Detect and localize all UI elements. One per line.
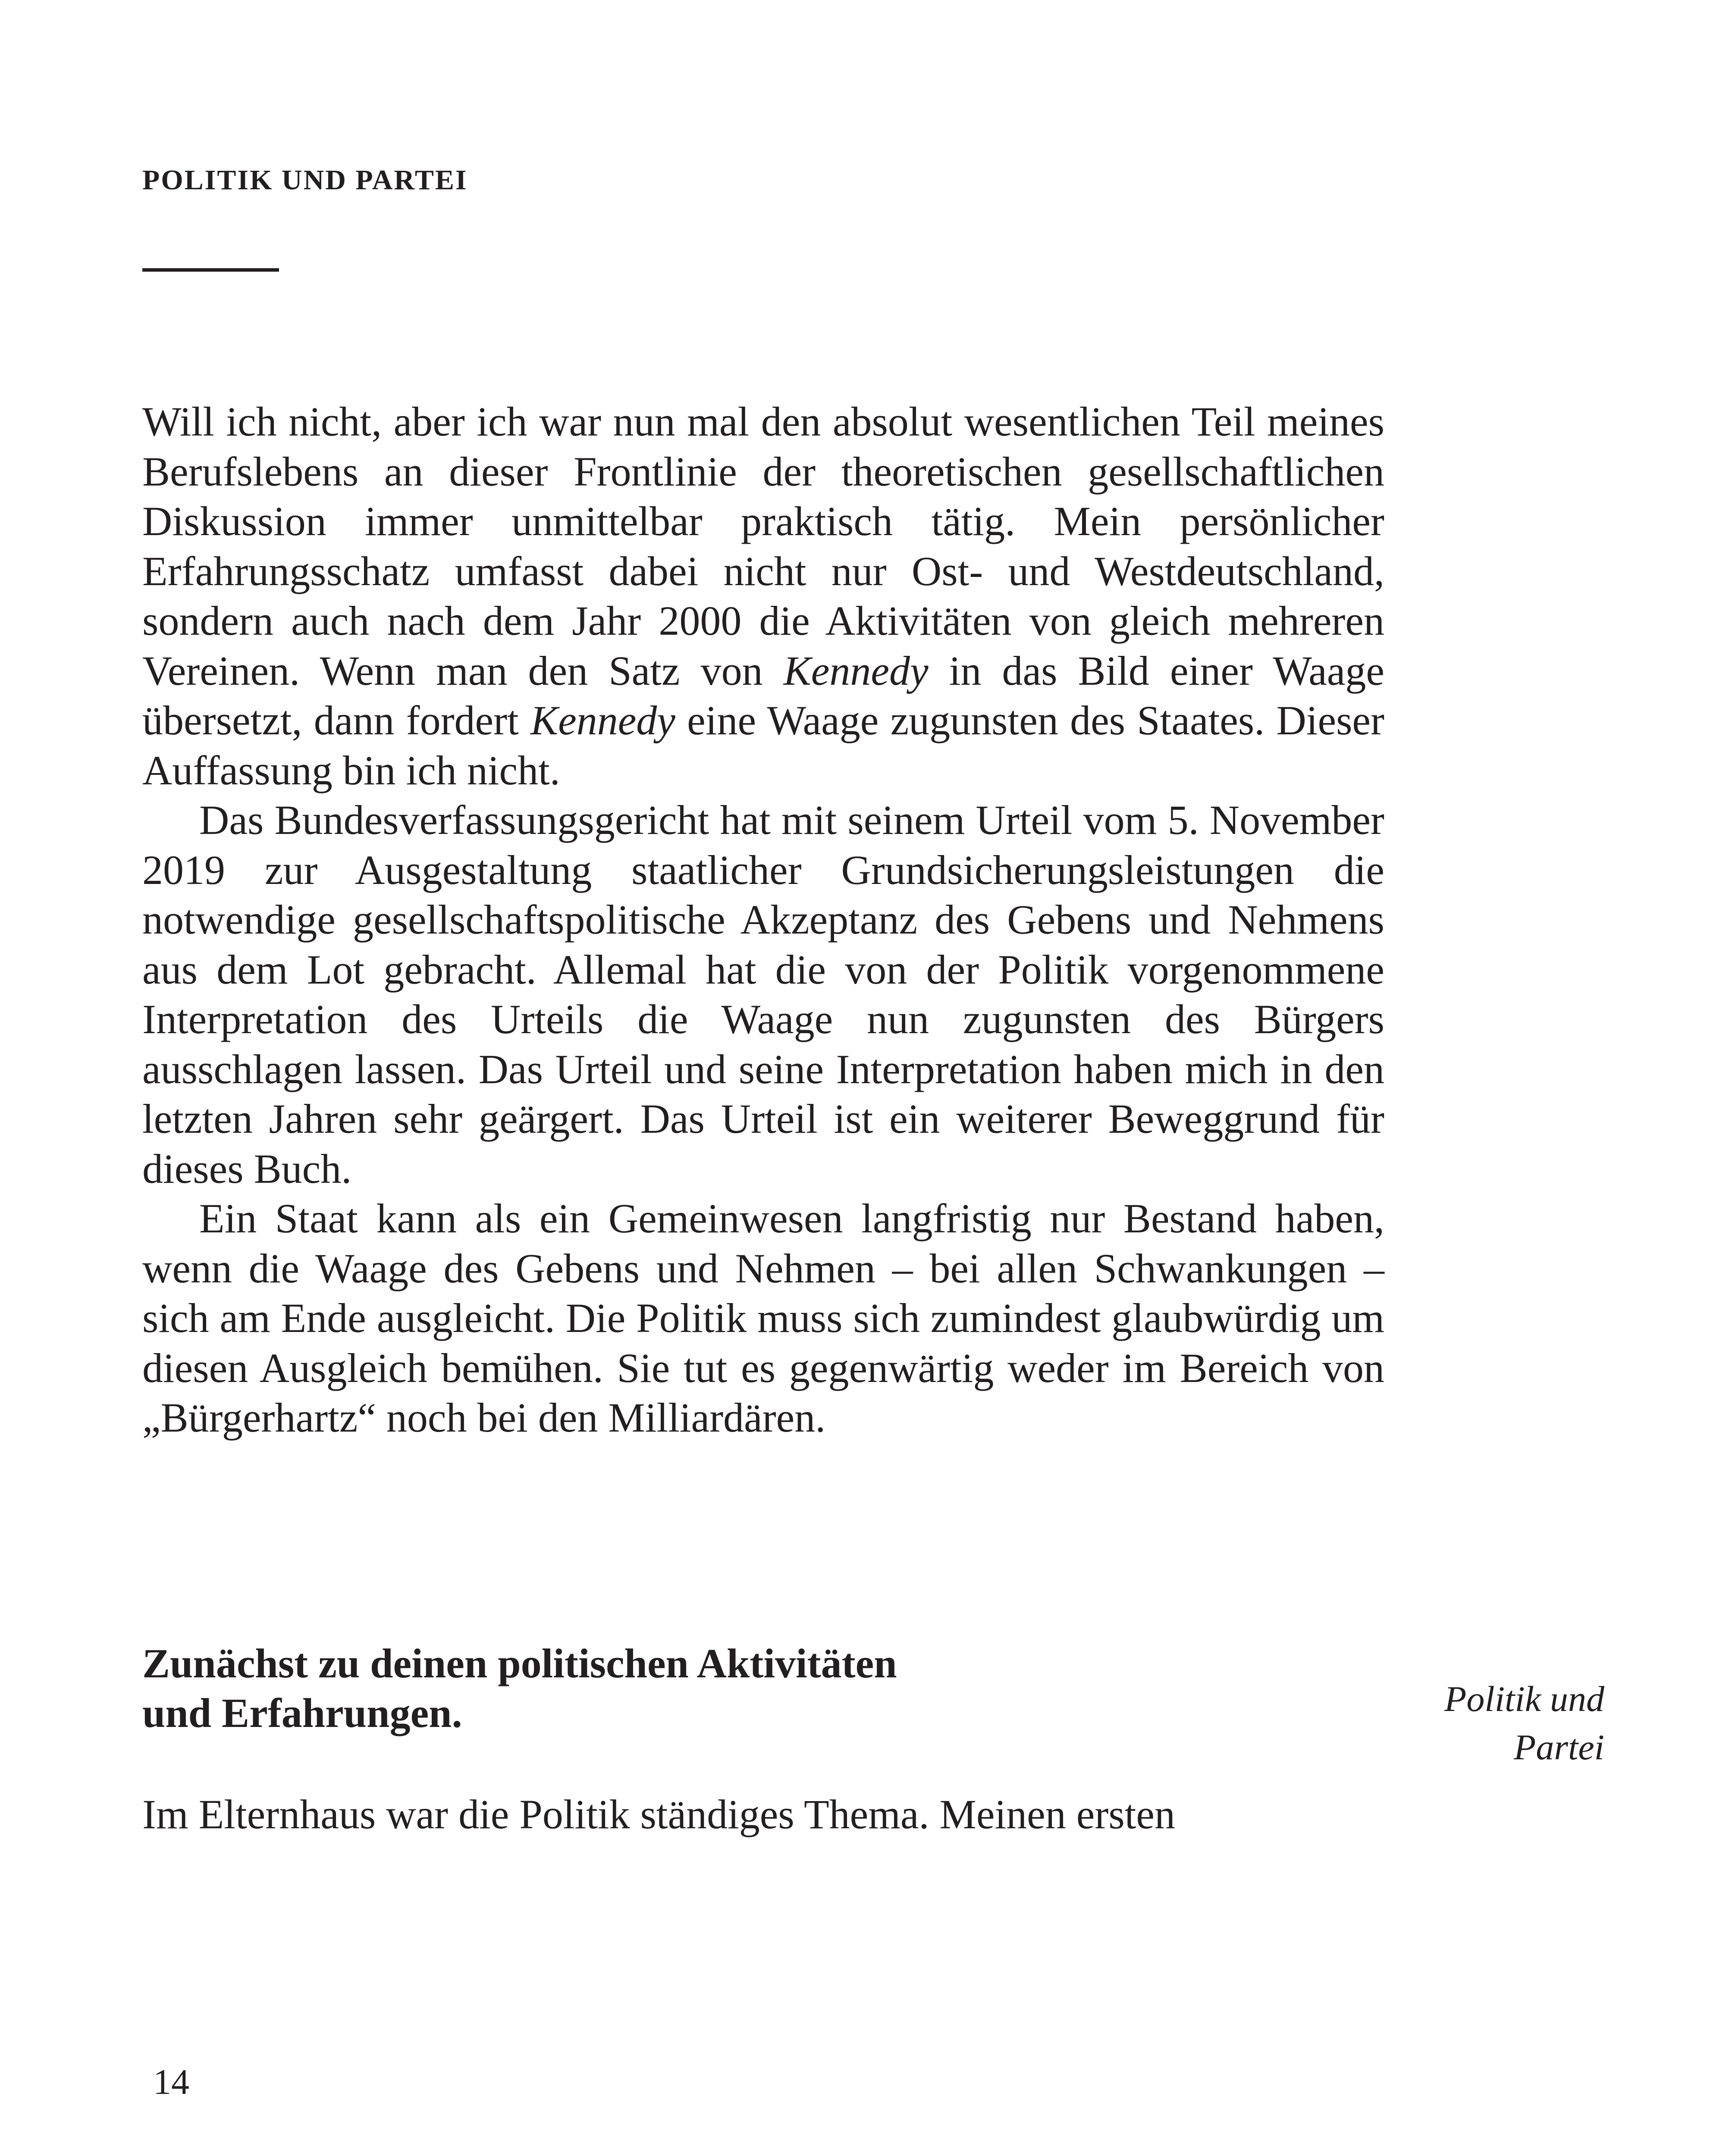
interview-question: [142, 1639, 1307, 1738]
answer-text: Im Elternhaus war die Politik ständiges Thema. Meinen ersten: [142, 1791, 1175, 1837]
head-rule: [142, 268, 279, 272]
paragraph-1-run: eine Waage zugunsten des Staates. Dieser Auffassung bin ich nicht.: [142, 697, 1384, 793]
paragraph-2: [142, 795, 1384, 1194]
paragraph-3: [142, 1194, 1384, 1443]
question-line-1: Zunächst zu deinen politischen Aktivitäten: [142, 1640, 897, 1686]
margin-note: [1402, 1675, 1604, 1772]
running-head: POLITIK UND PARTEI: [142, 164, 468, 196]
paragraph-3-run: Ein Staat kann als ein Gemeinwesen langfristig nur Bestand haben, wenn die Waage des Gebens und Nehmen – bei allen Schwankungen – sich am Ende ausgleicht. Die Politik muss sich zumindest glaubwürdig um diesen Ausgleich bemühen. Sie tut es gegenwärtig weder im Bereich von „Bürgerhartz“ noch bei den Milliardären.: [142, 1195, 1384, 1441]
paragraph-2-run: Das Bundesverfassungsgericht hat mit seinem Urteil vom 5. November 2019 zur Ausgestaltung staatlicher Grundsicherungsleistungen die notwendige gesellschaftspolitische Akzeptanz des Gebens und Nehmens aus dem Lot gebracht. Allemal hat die von der Politik vorgenommene Interpretation des Urteils die Waage nun zugunsten des Bürgers ausschlagen lassen. Das Urteil und seine Interpretation haben mich in den letzten Jahren sehr geärgert. Das Urteil ist ein weiterer Beweggrund für dieses Buch.: [142, 797, 1384, 1192]
paragraph-1-run: in das Bild einer Waage übersetzt, dann fordert: [142, 647, 1385, 743]
page-number: 14: [153, 2062, 189, 2102]
paragraph-1-name-kennedy: Kennedy: [783, 647, 929, 694]
margin-note-line-2: Partei: [1514, 1727, 1604, 1767]
paragraph-1-run: Will ich nicht, aber ich war nun mal den absolut wesentlichen Teil meines Berufslebens an dieser Frontlinie der theoretischen gesellschaftlichen Diskussion immer unmittelbar praktisch tätig. Mein persönlicher Erfahrungsschatz umfasst dabei nicht nur Ost- und Westdeutschland, sondern auch nach dem Jahr 2000 die Aktivitäten von gleich mehreren Vereinen. Wenn man den Satz von: [142, 398, 1384, 694]
paragraph-1: [142, 397, 1384, 795]
margin-note-line-1: Politik und: [1444, 1679, 1604, 1719]
question-line-2: und Erfahrungen.: [142, 1690, 462, 1736]
paragraph-1-name-kennedy: Kennedy: [530, 697, 675, 743]
body-text: [142, 397, 1384, 1443]
